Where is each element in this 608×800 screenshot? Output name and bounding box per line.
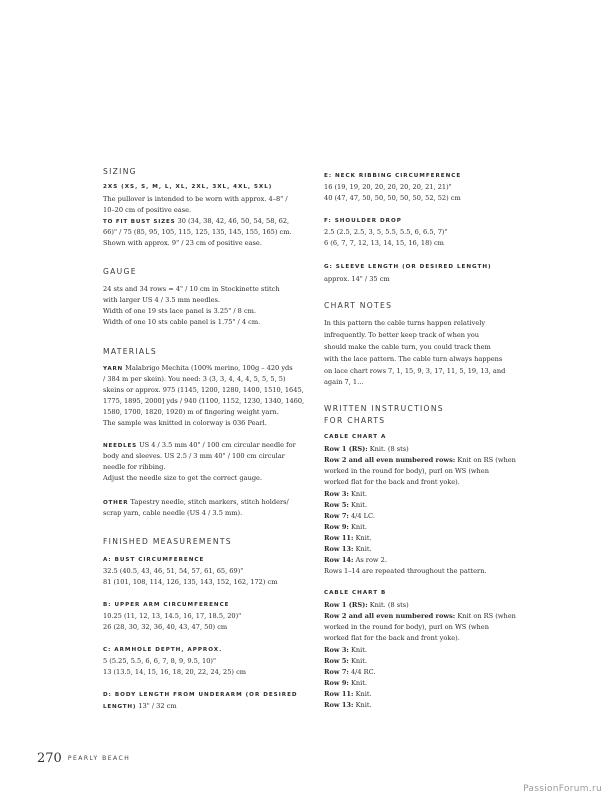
other-line: scrap yarn, cable needle (US 4 / 3.5 mm). [103,509,243,517]
instruction-row [324,522,367,532]
instruction-row [324,555,387,565]
needles-line [103,440,296,451]
gauge-line: Width of one 10 sts cable panel is 1.75" / 4 cm. [103,318,261,326]
needles-label: NEEDLES [103,443,137,449]
sizing-line: The pullover is intended to be worn with approx. 4–8" / [103,195,288,203]
instruction-row-cont: worked in the round for body), purl on WS (when [324,467,489,475]
sizing-line: Shown with approx. 9" / 23 cm of positive ease. [103,239,262,247]
chart-notes-line: with the lace pattern. The cable turn always happens [324,355,503,363]
gauge-line: with larger US 4 / 3.5 mm needles. [103,296,221,304]
measurement-value: 16 (19, 19, 20, 20, 20, 20, 20, 21, 21)" [324,183,452,191]
row-text: Knit. [353,690,372,698]
needles-text: US 4 / 3.5 mm 40" / 100 cm circular needle for [136,441,296,449]
body-length-line [103,701,177,712]
yarn-line: / 384 m per skein). You need: 3 (3, 3, 4, 4, 4, 5, 5, 5, 5) [103,375,286,383]
measurement-value: approx. 14" / 35 cm [324,275,390,283]
row-text: Knit. [348,646,367,654]
row-text: Knit. [348,523,367,531]
instruction-row [324,700,372,710]
yarn-line: The sample was knitted in colorway is 036 Pearl. [103,419,267,427]
needles-line: needle for ribbing. [103,463,166,471]
gauge-heading: GAUGE [103,267,137,276]
measurement-value: 2.5 (2.5, 2.5, 3, 5, 5.5, 5.5, 6, 6.5, 7)" [324,228,448,236]
repeat-note: Rows 1–14 are repeated throughout the pattern. [324,567,487,575]
instruction-row [324,689,372,699]
sizing-heading: SIZING [103,167,137,176]
needles-line: body and sleeves. US 2.5 / 3 mm 40" / 100 cm circular [103,452,285,460]
body-length-label: D: BODY LENGTH FROM UNDERARM (OR DESIRED [103,692,298,698]
instruction-row [324,611,516,621]
row-label: Row 9: [324,679,349,687]
instruction-row [324,656,367,666]
chart-notes-line: infrequently. To better keep track of when you [324,331,480,339]
row-label: Row 14: [324,556,354,564]
row-label: Row 11: [324,690,354,698]
armhole-depth-label: C: ARMHOLE DEPTH, APPROX. [103,647,223,653]
measurement-value: 26 (28, 30, 32, 36, 40, 43, 47, 50) cm [103,623,228,631]
row-text: 4/4 LC. [348,512,375,520]
row-text: Knit. [348,490,367,498]
neck-ribbing-label: E: NECK RIBBING CIRCUMFERENCE [324,173,462,179]
measurement-value: 10.25 (11, 12, 13, 14.5, 16, 17, 18.5, 20)" [103,612,242,620]
measurement-value: 6 (6, 7, 7, 12, 13, 14, 15, 16, 18) cm [324,239,444,247]
row-text: Knit. [348,657,367,665]
instruction-row [324,511,375,521]
row-label: Row 7: [324,668,349,676]
row-label: Row 7: [324,512,349,520]
measurement-value: 32.5 (40.5, 43, 46, 51, 54, 57, 61, 65, 69)" [103,567,244,575]
sizing-line: 66)" / 75 (85, 95, 105, 115, 125, 135, 145, 155, 165) cm. [103,228,292,236]
chart-notes-line: again 7, 1… [324,378,364,386]
sizing-line: 10–20 cm of positive ease. [103,206,192,214]
materials-heading: MATERIALS [103,347,158,356]
page-number: 270 [37,751,62,766]
gauge-line: 24 sts and 34 rows = 4" / 10 cm in Stockinette stitch [103,285,280,293]
bust-sizes-line [103,216,289,227]
row-text: Knit. [348,679,367,687]
row-text: Knit. [353,534,372,542]
instruction-row [324,455,516,465]
instruction-row [324,500,367,510]
row-text: Knit. [353,701,372,709]
row-label: Row 9: [324,523,349,531]
written-instructions-heading: WRITTEN INSTRUCTIONS [324,404,444,413]
sleeve-length-label: G: SLEEVE LENGTH (OR DESIRED LENGTH) [324,264,492,270]
row-text: 4/4 RC. [348,668,376,676]
chart-notes-line: In this pattern the cable turns happen relatively [324,319,486,327]
row-text: Knit. (8 sts) [367,445,409,453]
row-label: Row 5: [324,657,349,665]
upper-arm-label: B: UPPER ARM CIRCUMFERENCE [103,602,230,608]
sizes-label: 2XS (XS, S, M, L, XL, 2XL, 3XL, 4XL, 5XL) [103,184,273,190]
yarn-line [103,363,293,374]
bust-sizes-text: 30 (34, 38, 42, 46, 50, 54, 58, 62, [175,217,290,225]
row-label: Row 13: [324,701,354,709]
yarn-line: 1775, 1895, 2000] yds / 940 (1100, 1152, 1230, 1340, 1460, [103,397,305,405]
gauge-line: Width of one 19 sts lace panel is 3.25" / 8 cm. [103,307,256,315]
instruction-row [324,667,376,677]
instruction-row [324,533,372,543]
row-text: Knit. (8 sts) [367,601,409,609]
row-text: Knit on RS (when [455,612,516,620]
row-label: Row 2 and all even numbered rows: [324,612,456,620]
row-label: Row 3: [324,646,349,654]
row-label: Row 11: [324,534,354,542]
yarn-text: Malabrigo Mechita (100% merino, 100g – 420 yds [123,364,293,372]
instruction-row-cont: worked in the round for body), purl on WS (when [324,623,489,631]
written-instructions-heading-2: FOR CHARTS [324,416,386,425]
bust-sizes-label: TO FIT BUST SIZES [103,219,176,225]
row-label: Row 1 (RS): [324,601,368,609]
page-footer [37,747,130,766]
body-length-label-cont: LENGTH) [103,704,137,710]
other-text: Tapestry needle, stitch markers, stitch holders/ [128,498,289,506]
needles-line: Adjust the needle size to get the correct gauge. [103,474,263,482]
body-length-value: 13" / 32 cm [136,702,177,710]
yarn-line: skeins or approx. 975 (1145, 1200, 1280, 1400, 1510, 1645, [103,386,304,394]
row-label: Row 2 and all even numbered rows: [324,456,456,464]
yarn-line: 1580, 1700, 1820, 1920) m of fingering weight yarn. [103,408,279,416]
book-title: PEARLY BEACH [67,755,131,762]
instruction-row [324,645,367,655]
instruction-row-cont: worked flat for the back and front yoke). [324,478,460,486]
row-label: Row 5: [324,501,349,509]
chart-notes-line: on lace chart rows 7, 1, 15, 9, 3, 17, 11, 5, 19, 13, and [324,367,506,375]
bust-circumference-label: A: BUST CIRCUMFERENCE [103,557,205,563]
other-line [103,497,289,508]
row-label: Row 3: [324,490,349,498]
row-text: Knit. [348,501,367,509]
instruction-row [324,678,367,688]
measurement-value: 40 (47, 47, 50, 50, 50, 50, 50, 52, 52) cm [324,194,461,202]
cable-chart-b-label: CABLE CHART B [324,590,387,596]
yarn-label: YARN [103,366,124,372]
row-text: As row 2. [353,556,387,564]
instruction-row [324,444,409,454]
measurement-value: 13 (13.5, 14, 15, 16, 18, 20, 22, 24, 25) cm [103,668,247,676]
shoulder-drop-label: F: SHOULDER DROP [324,218,402,224]
finished-measurements-heading: FINISHED MEASUREMENTS [103,537,232,546]
chart-notes-heading: CHART NOTES [324,301,393,310]
instruction-row [324,489,367,499]
row-label: Row 13: [324,545,354,553]
other-label: OTHER [103,500,129,506]
instruction-row-cont: worked flat for the back and front yoke). [324,634,460,642]
instruction-row [324,600,409,610]
measurement-value: 81 (101, 108, 114, 126, 135, 143, 152, 162, 172) cm [103,578,278,586]
watermark: PassionForum.ru [523,784,602,794]
chart-notes-line: should make the cable turn, you could track them [324,343,491,351]
row-label: Row 1 (RS): [324,445,368,453]
row-text: Knit. [353,545,372,553]
measurement-value: 5 (5.25, 5.5, 6, 6, 7, 8, 9, 9.5, 10)" [103,657,217,665]
row-text: Knit on RS (when [455,456,516,464]
cable-chart-a-label: CABLE CHART A [324,434,387,440]
instruction-row [324,544,372,554]
